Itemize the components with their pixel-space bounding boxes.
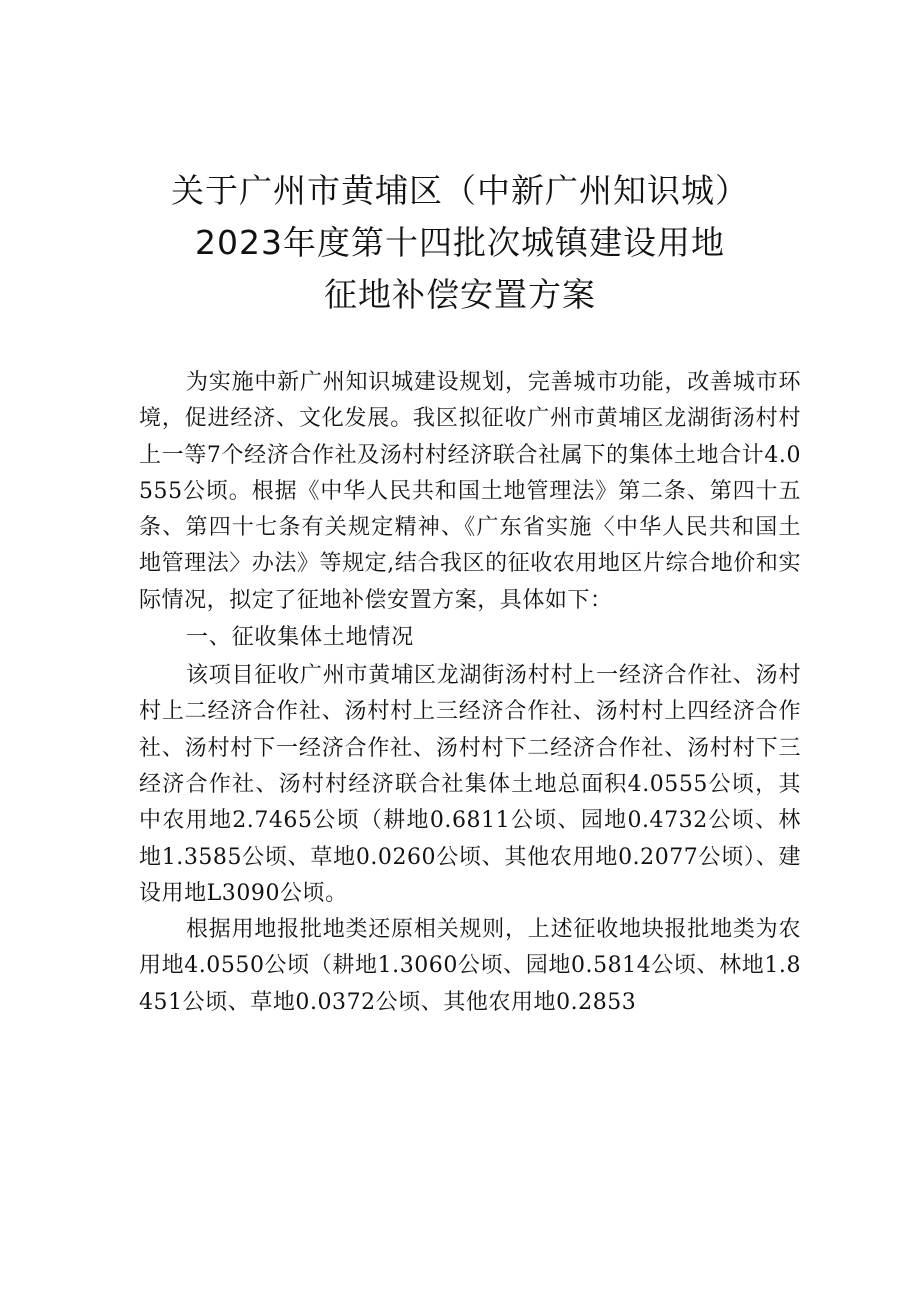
title-line-2: 2023年度第十四批次城镇建设用地 <box>195 223 725 262</box>
intro-paragraph: 为实施中新广州知识城建设规划，完善城市功能，改善城市环境，促进经济、文化发展。我区拟征收广州市黄埔区龙湖街汤村村上一等7个经济合作社及汤村村经济联合社属下的集体土地合计4.0555公顷。根据《中华人民共和国土地管理法》第二条、第四十五条、第四十七条有关规定精神、《广东省实施〈中华人民共和国土地管理法〉办法》等规定,结合我区的征收农用地区片综合地价和实际情况，拟定了征地补偿安置方案，具体如下： <box>139 370 801 613</box>
section-heading-1: 一、征收集体土地情况 <box>186 625 415 651</box>
title-line-3: 征地补偿安置方案 <box>324 275 596 314</box>
section1-paragraph-2: 根据用地报批地类还原相关规则，上述征收地块报批地类为农用地4.0550公顷（耕地1.3060公顷、园地0.5814公顷、林地1.8451公顷、草地0.0372公顷、其他农用地0.2853 <box>139 917 801 1015</box>
title-line-1: 关于广州市黄埔区（中新广州知识城） <box>171 171 749 210</box>
section1-paragraph-1: 该项目征收广州市黄埔区龙湖街汤村村上一经济合作社、汤村村上二经济合作社、汤村村上三经济合作社、汤村村上四经济合作社、汤村村下一经济合作社、汤村村下二经济合作社、汤村村下三经济合作社、汤村村经济联合社集体土地总面积4.0555公顷，其中农用地2.7465公顷（耕地0.6811公顷、园地0.4732公顷、林地1.3585公顷、草地0.0260公顷、其他农用地0.2077公顷）、建设用地L3090公顷。 <box>139 663 801 906</box>
document-title <box>0 165 920 321</box>
document-body <box>139 365 801 1021</box>
